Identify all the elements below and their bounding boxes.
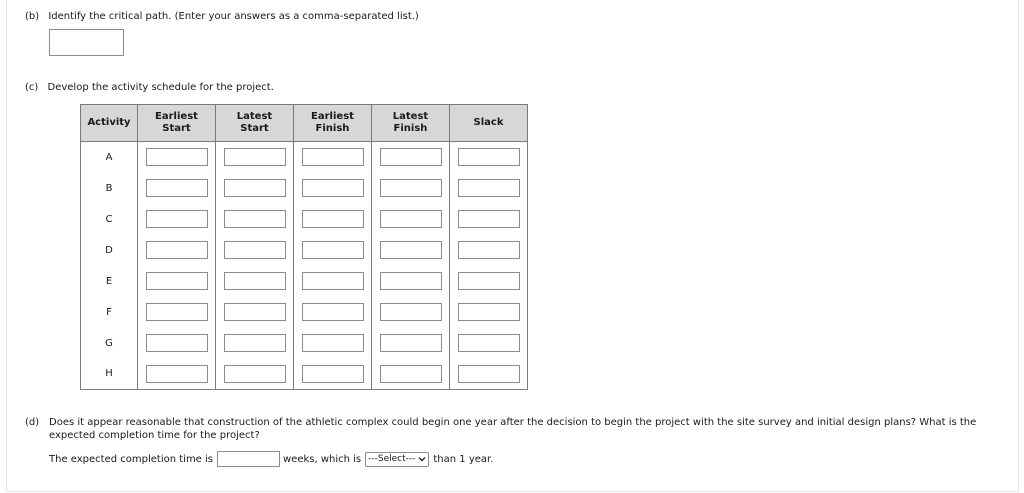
latest-start-cell [216, 328, 294, 359]
slack-cell [450, 266, 528, 297]
critical-path-input[interactable] [49, 29, 124, 56]
table-row [81, 142, 528, 173]
latest-start-cell [216, 359, 294, 390]
header-slack [450, 105, 528, 142]
header-latest-start [216, 105, 294, 142]
earliest-finish-input[interactable] [302, 365, 364, 383]
table-row [81, 204, 528, 235]
header-earliest-finish [294, 105, 372, 142]
part-c-label: (c) [25, 82, 39, 93]
header-latest-start-line2: Start [240, 123, 269, 134]
earliest-start-input[interactable] [146, 365, 208, 383]
latest-finish-input[interactable] [380, 179, 442, 197]
table-row [81, 297, 528, 328]
latest-finish-cell [372, 173, 450, 204]
slack-input[interactable] [458, 303, 520, 321]
latest-start-input[interactable] [224, 272, 286, 290]
earliest-start-cell [138, 204, 216, 235]
earliest-finish-input[interactable] [302, 148, 364, 166]
slack-input[interactable] [458, 210, 520, 228]
header-earliest-start [138, 105, 216, 142]
latest-start-input[interactable] [224, 210, 286, 228]
slack-cell [450, 235, 528, 266]
slack-input[interactable] [458, 179, 520, 197]
part-d-text: Does it appear reasonable that construction of the athletic complex could begin one year after the decision to begin the project with the site survey and initial design plans? What is the expected completion time for the project? [49, 417, 977, 441]
header-earliest-finish-line1: Earliest [311, 111, 354, 122]
latest-start-cell [216, 173, 294, 204]
latest-finish-input[interactable] [380, 148, 442, 166]
latest-finish-cell [372, 328, 450, 359]
earliest-finish-cell [294, 235, 372, 266]
activity-cell: B [81, 173, 138, 204]
latest-start-cell [216, 266, 294, 297]
earliest-start-input[interactable] [146, 241, 208, 259]
earliest-start-cell [138, 328, 216, 359]
table-row [81, 328, 528, 359]
activity-cell: F [81, 297, 138, 328]
table-row [81, 235, 528, 266]
slack-input[interactable] [458, 365, 520, 383]
part-b-prompt [25, 11, 419, 22]
latest-finish-cell [372, 297, 450, 328]
completion-weeks-input[interactable] [217, 451, 280, 467]
earliest-finish-cell [294, 142, 372, 173]
earliest-start-cell [138, 142, 216, 173]
header-earliest-start-line1: Earliest [155, 111, 198, 122]
latest-start-input[interactable] [224, 334, 286, 352]
earliest-finish-cell [294, 204, 372, 235]
table-header-row [81, 105, 528, 142]
header-activity [81, 105, 138, 142]
slack-cell [450, 359, 528, 390]
earliest-start-cell [138, 359, 216, 390]
header-activity-label: Activity [87, 117, 131, 128]
earliest-finish-cell [294, 328, 372, 359]
slack-input[interactable] [458, 148, 520, 166]
earliest-finish-input[interactable] [302, 210, 364, 228]
table-row [81, 359, 528, 390]
earliest-start-cell [138, 173, 216, 204]
latest-finish-input[interactable] [380, 272, 442, 290]
latest-start-input[interactable] [224, 148, 286, 166]
slack-input[interactable] [458, 272, 520, 290]
slack-input[interactable] [458, 334, 520, 352]
latest-finish-cell [372, 266, 450, 297]
table-row [81, 266, 528, 297]
answer-suffix: than 1 year. [433, 453, 494, 465]
latest-finish-input[interactable] [380, 334, 442, 352]
activity-cell: H [81, 359, 138, 390]
latest-finish-input[interactable] [380, 303, 442, 321]
earliest-finish-input[interactable] [302, 272, 364, 290]
latest-start-cell [216, 235, 294, 266]
earliest-start-input[interactable] [146, 334, 208, 352]
earliest-start-input[interactable] [146, 272, 208, 290]
latest-finish-cell [372, 359, 450, 390]
header-earliest-finish-line2: Finish [315, 123, 350, 134]
earliest-start-cell [138, 297, 216, 328]
header-latest-finish [372, 105, 450, 142]
activity-cell: E [81, 266, 138, 297]
latest-finish-input[interactable] [380, 210, 442, 228]
part-b-text: Identify the critical path. (Enter your answers as a comma-separated list.) [48, 11, 419, 22]
comparison-select-value: ---Select--- [368, 454, 416, 464]
activity-cell: G [81, 328, 138, 359]
activity-cell: D [81, 235, 138, 266]
header-latest-finish-line2: Finish [393, 123, 428, 134]
table-row [81, 173, 528, 204]
earliest-start-input[interactable] [146, 210, 208, 228]
completion-time-answer-line [49, 451, 493, 467]
part-c-prompt [25, 82, 274, 93]
latest-finish-cell [372, 142, 450, 173]
answer-middle: weeks, which is [283, 453, 362, 465]
earliest-start-cell [138, 266, 216, 297]
earliest-finish-cell [294, 173, 372, 204]
part-c-text: Develop the activity schedule for the project. [47, 82, 274, 93]
slack-cell [450, 297, 528, 328]
earliest-finish-input[interactable] [302, 303, 364, 321]
part-d-prompt [25, 416, 1015, 442]
comparison-select[interactable] [365, 452, 429, 467]
earliest-finish-input[interactable] [302, 334, 364, 352]
latest-start-input[interactable] [224, 241, 286, 259]
activity-schedule-table [80, 104, 528, 390]
chevron-down-icon [418, 455, 426, 463]
part-b-label: (b) [25, 11, 40, 22]
latest-finish-input[interactable] [380, 365, 442, 383]
header-latest-finish-line1: Latest [392, 111, 429, 122]
latest-start-cell [216, 297, 294, 328]
latest-finish-input[interactable] [380, 241, 442, 259]
latest-start-input[interactable] [224, 365, 286, 383]
latest-start-input[interactable] [224, 303, 286, 321]
header-earliest-start-line2: Start [162, 123, 191, 134]
earliest-finish-cell [294, 266, 372, 297]
slack-cell [450, 142, 528, 173]
earliest-start-cell [138, 235, 216, 266]
activity-cell: C [81, 204, 138, 235]
slack-cell [450, 173, 528, 204]
slack-input[interactable] [458, 241, 520, 259]
latest-start-cell [216, 142, 294, 173]
latest-start-cell [216, 204, 294, 235]
activity-cell: A [81, 142, 138, 173]
part-d-label: (d) [25, 417, 40, 428]
answer-prefix: The expected completion time is [49, 453, 213, 465]
header-slack-label: Slack [473, 117, 504, 128]
earliest-start-input[interactable] [146, 303, 208, 321]
latest-start-input[interactable] [224, 179, 286, 197]
header-latest-start-line1: Latest [236, 111, 273, 122]
latest-finish-cell [372, 235, 450, 266]
latest-finish-cell [372, 204, 450, 235]
earliest-start-input[interactable] [146, 179, 208, 197]
earliest-finish-input[interactable] [302, 179, 364, 197]
earliest-finish-cell [294, 297, 372, 328]
slack-cell [450, 204, 528, 235]
earliest-finish-input[interactable] [302, 241, 364, 259]
slack-cell [450, 328, 528, 359]
earliest-finish-cell [294, 359, 372, 390]
earliest-start-input[interactable] [146, 148, 208, 166]
